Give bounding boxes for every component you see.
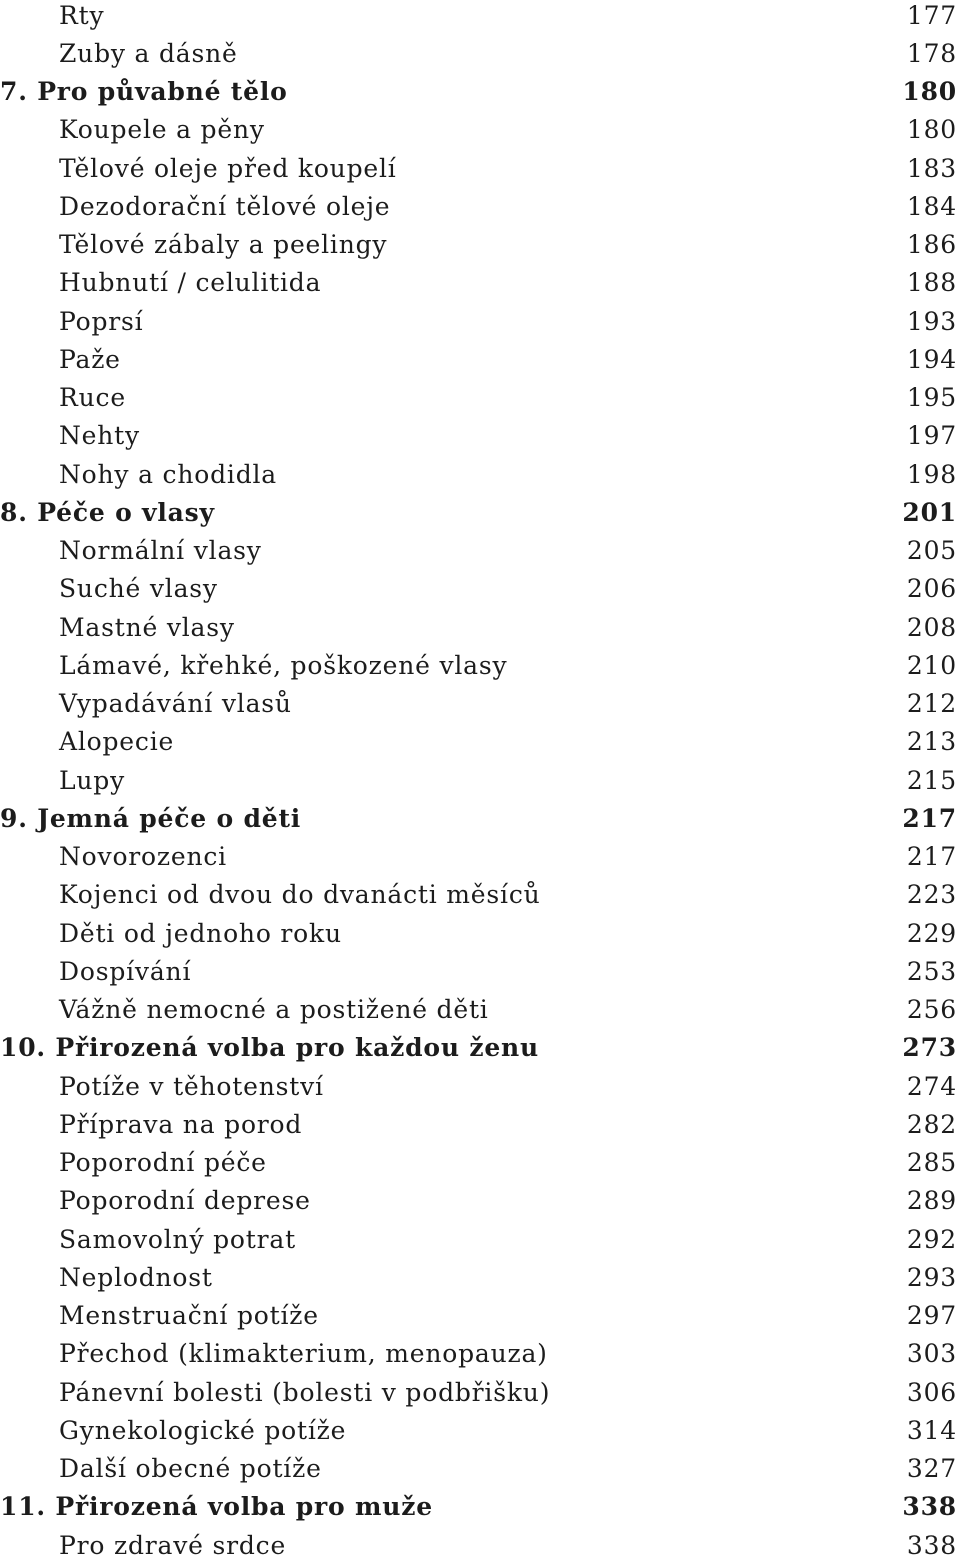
toc-entry bbox=[0, 646, 960, 684]
toc-entry-title: Nehty bbox=[59, 421, 140, 451]
toc-entry-title: 7. Pro půvabné tělo bbox=[0, 77, 288, 107]
toc-entry-title: Lámavé, křehké, poškozené vlasy bbox=[59, 650, 508, 680]
toc-chapter-heading bbox=[0, 1029, 960, 1067]
toc-entry-title: 11. Přirozená volba pro muže bbox=[0, 1492, 433, 1522]
toc-page-number: 293 bbox=[906, 1262, 957, 1292]
toc-entry bbox=[0, 608, 960, 646]
toc-entry bbox=[0, 1067, 960, 1105]
toc-entry bbox=[0, 1220, 960, 1258]
toc-entry bbox=[0, 838, 960, 876]
toc-entry bbox=[0, 340, 960, 378]
toc-entry-title: Příprava na porod bbox=[59, 1109, 303, 1139]
toc-entry bbox=[0, 149, 960, 187]
toc-page-number: 186 bbox=[906, 230, 957, 260]
toc-entry bbox=[0, 1105, 960, 1143]
toc-entry-title: Potíže v těhotenství bbox=[59, 1071, 324, 1101]
toc-entry-title: Poprsí bbox=[59, 306, 144, 336]
toc-entry-title: Dezodorační tělové oleje bbox=[59, 191, 391, 221]
toc-page-number: 188 bbox=[906, 268, 957, 298]
toc-entry-title: Neplodnost bbox=[59, 1262, 213, 1292]
toc-entry-title: Koupele a pěny bbox=[59, 115, 265, 145]
toc-entry-title: Hubnutí / celulitida bbox=[59, 268, 322, 298]
toc-entry-title: Suché vlasy bbox=[59, 574, 218, 604]
toc-entry bbox=[0, 187, 960, 225]
toc-page-number: 215 bbox=[906, 765, 957, 795]
toc-entry-title: Poporodní deprese bbox=[59, 1186, 311, 1216]
toc-entry bbox=[0, 876, 960, 914]
toc-page-number: 338 bbox=[906, 1530, 957, 1560]
toc-page-number: 194 bbox=[906, 344, 957, 374]
toc-entry-title: Nohy a chodidla bbox=[59, 459, 278, 489]
toc-entry bbox=[0, 685, 960, 723]
toc-entry bbox=[0, 532, 960, 570]
toc-page-number: 297 bbox=[906, 1301, 957, 1331]
toc-entry bbox=[0, 952, 960, 990]
toc-page-number: 306 bbox=[906, 1377, 957, 1407]
toc-page-number: 184 bbox=[906, 191, 957, 221]
toc-page-number: 314 bbox=[906, 1415, 957, 1445]
toc-entry-title: Vypadávání vlasů bbox=[59, 689, 292, 719]
toc-entry-title: Vážně nemocné a postižené děti bbox=[59, 995, 489, 1025]
toc-page-number: 282 bbox=[906, 1109, 957, 1139]
toc-entry-title: Novorozenci bbox=[59, 842, 227, 872]
toc-entry-title: Ruce bbox=[59, 383, 126, 413]
toc-chapter-heading bbox=[0, 73, 960, 111]
toc-page-number: 212 bbox=[906, 689, 957, 719]
toc-entry bbox=[0, 991, 960, 1029]
toc-page-number: 177 bbox=[906, 0, 957, 30]
toc-entry-title: Poporodní péče bbox=[59, 1148, 267, 1178]
toc-entry bbox=[0, 914, 960, 952]
toc-page-number: 193 bbox=[906, 306, 957, 336]
toc-entry bbox=[0, 1258, 960, 1296]
toc-page-number: 217 bbox=[906, 842, 957, 872]
toc-entry bbox=[0, 1297, 960, 1335]
toc-page-number: 327 bbox=[906, 1454, 957, 1484]
toc-entry-title: Kojenci od dvou do dvanácti měsíců bbox=[59, 880, 541, 910]
toc-entry-title: Pro zdravé srdce bbox=[59, 1530, 287, 1560]
toc-page-number: 289 bbox=[906, 1186, 957, 1216]
toc-entry bbox=[0, 1182, 960, 1220]
toc-entry-title: Lupy bbox=[59, 765, 126, 795]
toc-entry-title: 10. Přirozená volba pro každou ženu bbox=[0, 1033, 540, 1063]
toc-page-number: 292 bbox=[906, 1224, 957, 1254]
toc-page-number: 338 bbox=[902, 1492, 957, 1522]
toc-page-number: 256 bbox=[906, 995, 957, 1025]
toc-entry-title: Tělové oleje před koupelí bbox=[59, 153, 397, 183]
toc-entry-title: Děti od jednoho roku bbox=[59, 918, 342, 948]
toc-page-number: 229 bbox=[906, 918, 957, 948]
toc-entry-title: 9. Jemná péče o děti bbox=[0, 803, 302, 833]
toc-entry-title: Tělové zábaly a peelingy bbox=[59, 230, 388, 260]
toc-entry bbox=[0, 1526, 960, 1564]
toc-page-number: 253 bbox=[906, 956, 957, 986]
toc-page-number: 223 bbox=[906, 880, 957, 910]
toc-page-number: 205 bbox=[906, 536, 957, 566]
toc-entry-title: Zuby a dásně bbox=[59, 38, 238, 68]
toc-chapter-heading bbox=[0, 799, 960, 837]
toc-entry bbox=[0, 226, 960, 264]
toc-entry bbox=[0, 379, 960, 417]
toc-entry-title: Mastné vlasy bbox=[59, 612, 235, 642]
toc-page-number: 213 bbox=[906, 727, 957, 757]
toc-entry bbox=[0, 723, 960, 761]
toc-entry bbox=[0, 455, 960, 493]
toc-entry bbox=[0, 1373, 960, 1411]
toc-entry-title: Menstruační potíže bbox=[59, 1301, 319, 1331]
toc-page-number: 210 bbox=[906, 650, 957, 680]
toc-page-number: 183 bbox=[906, 153, 957, 183]
toc-page-number: 180 bbox=[906, 115, 957, 145]
toc-entry-title: Samovolný potrat bbox=[59, 1224, 296, 1254]
toc-entry-title: Pánevní bolesti (bolesti v podbřišku) bbox=[59, 1377, 551, 1407]
toc-entry-title: Přechod (klimakterium, menopauza) bbox=[59, 1339, 548, 1369]
toc-entry-title: Normální vlasy bbox=[59, 536, 262, 566]
toc-entry bbox=[0, 302, 960, 340]
toc-page-number: 178 bbox=[906, 38, 957, 68]
toc-entry bbox=[0, 264, 960, 302]
toc-entry bbox=[0, 34, 960, 72]
toc-entry bbox=[0, 1411, 960, 1449]
toc-page-number: 180 bbox=[902, 77, 957, 107]
toc-page-number: 273 bbox=[902, 1033, 957, 1063]
toc-entry-title: Další obecné potíže bbox=[59, 1454, 322, 1484]
toc-page-number: 195 bbox=[906, 383, 957, 413]
toc-page-number: 206 bbox=[906, 574, 957, 604]
toc-page-number: 217 bbox=[902, 803, 957, 833]
toc-entry-title: Rty bbox=[59, 0, 105, 30]
toc-page-number: 198 bbox=[906, 459, 957, 489]
toc-entry bbox=[0, 1335, 960, 1373]
toc-entry-title: Dospívání bbox=[59, 956, 192, 986]
toc-chapter-heading bbox=[0, 493, 960, 531]
toc-entry bbox=[0, 761, 960, 799]
toc-entry-title: Paže bbox=[59, 344, 121, 374]
toc-page-number: 197 bbox=[906, 421, 957, 451]
toc-entry bbox=[0, 417, 960, 455]
toc-page-number: 303 bbox=[906, 1339, 957, 1369]
toc-page-number: 208 bbox=[906, 612, 957, 642]
toc-entry bbox=[0, 1144, 960, 1182]
toc-page-number: 201 bbox=[902, 497, 957, 527]
toc-entry-title: 8. Péče o vlasy bbox=[0, 497, 215, 527]
toc-entry bbox=[0, 0, 960, 34]
toc-page-number: 285 bbox=[906, 1148, 957, 1178]
toc-entry-title: Alopecie bbox=[59, 727, 175, 757]
toc-page-number: 274 bbox=[906, 1071, 957, 1101]
toc-chapter-heading bbox=[0, 1488, 960, 1526]
toc-entry bbox=[0, 111, 960, 149]
toc-entry bbox=[0, 570, 960, 608]
toc-entry bbox=[0, 1450, 960, 1488]
toc-entry-title: Gynekologické potíže bbox=[59, 1415, 347, 1445]
